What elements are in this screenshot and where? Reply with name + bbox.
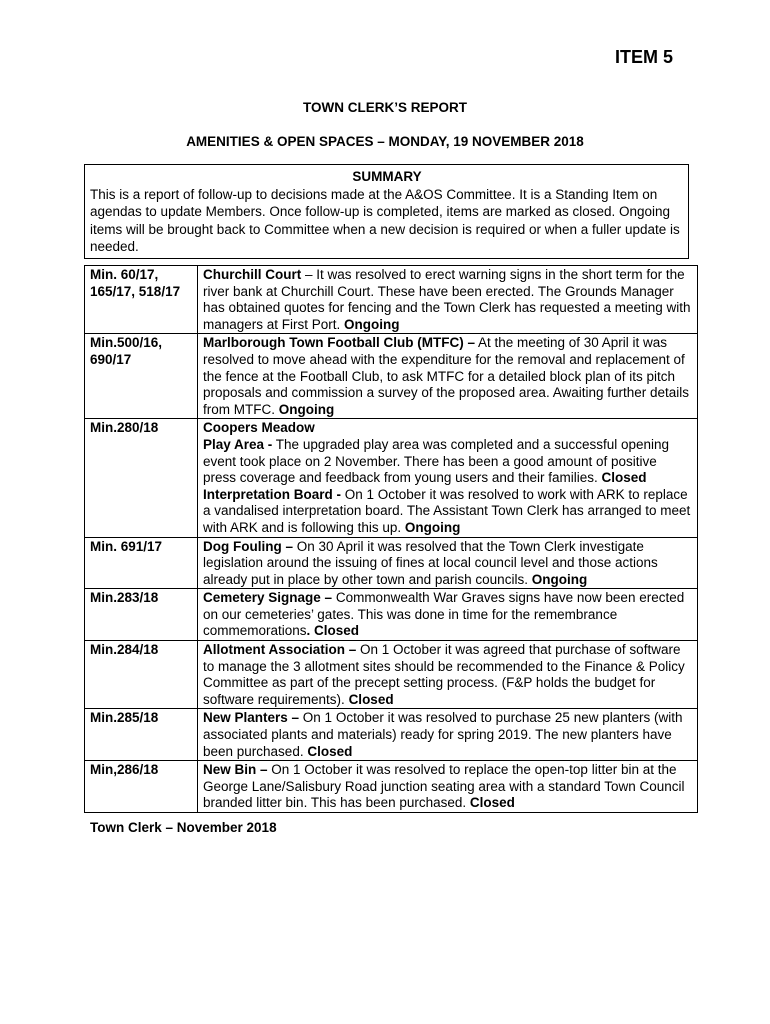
item-body: On 1 October it was agreed that purchase of software to manage the 3 allotment sites should be recommended to the Finance & Policy Committee as part of the precept setting process. (F&P holds the budget for software requirements). — [203, 642, 685, 707]
item-body: On 30 April it was resolved that the Town Clerk investigate legislation around the issuing of fines at local council level and those actions already put in place by other town and parish councils. — [203, 538, 658, 587]
item-body: On 1 October it was resolved to purchase 25 new planters (with associated plants and materials) ready for spring 2019. The new planters have been purchased. — [203, 710, 683, 759]
item-body: On 1 October it was resolved to replace the open-top litter bin at the George Lane/Salisbury Road junction seating area with a standard Town Council branded litter bin. This has been purchased. — [203, 762, 685, 811]
meeting-title: AMENITIES & OPEN SPACES – MONDAY, 19 NOVEMBER 2018 — [186, 134, 584, 149]
sub-item-status: Closed — [601, 470, 647, 486]
item-heading: New Bin – — [203, 762, 268, 778]
item-description — [198, 266, 698, 334]
item-status: . Closed — [306, 623, 360, 639]
report-title: TOWN CLERK’S REPORT — [302, 100, 467, 115]
sub-item-play-area — [203, 437, 693, 487]
table-row — [85, 709, 698, 761]
minute-reference: Min. 60/17, 165/17, 518/17 — [85, 266, 198, 334]
item-body: At the meeting of 30 April it was resolved to move ahead with the expenditure for the removal and replacement of the fence at the Football Club, to ask MTFC for a detailed block plan of its pitch proposals and commission a survey of the proposed area. Awaiting further details from MTFC. — [203, 335, 690, 417]
item-description — [198, 761, 698, 813]
item-heading: Allotment Association – — [203, 642, 357, 658]
item-heading: New Planters – — [203, 710, 300, 726]
sub-item-body: The upgraded play area was completed and a successful opening event took place on 2 November. There has been a good amount of positive press coverage and feedback from young users and their families. — [203, 436, 670, 486]
minute-reference: Min.284/18 — [85, 641, 198, 709]
table-row — [85, 334, 698, 419]
item-status: Ongoing — [344, 316, 400, 332]
item-description — [198, 709, 698, 761]
item-status: Closed — [307, 743, 353, 759]
sub-item-heading: Interpretation Board - — [203, 486, 342, 502]
item-body: – It was resolved to erect warning signs in the short term for the river bank at Churchill Court. These have been erected. The Grounds Manager has obtained quotes for fencing and the Town Clerk has requested a meeting with managers at First Port. — [203, 267, 691, 332]
item-heading: Cemetery Signage – — [203, 590, 333, 606]
item-description — [198, 537, 698, 589]
item-heading: Marlborough Town Football Club (MTFC) – — [203, 335, 475, 351]
item-description — [198, 419, 698, 537]
minutes-table — [84, 265, 698, 813]
sub-item-status: Ongoing — [404, 519, 461, 535]
minute-reference: Min.500/16, 690/17 — [85, 334, 198, 419]
item-description — [198, 641, 698, 709]
item-heading: Dog Fouling – — [203, 538, 293, 554]
minute-reference: Min.285/18 — [85, 709, 198, 761]
item-heading: Churchill Court — [203, 267, 302, 282]
item-description — [198, 589, 698, 641]
item-number: ITEM 5 — [615, 47, 674, 67]
summary-box — [84, 164, 689, 259]
table-row — [85, 761, 698, 813]
table-row — [85, 537, 698, 589]
minute-reference: Min,286/18 — [85, 761, 198, 813]
table-row — [85, 419, 698, 537]
item-heading: Coopers Meadow — [203, 420, 315, 436]
summary-heading: SUMMARY — [352, 169, 422, 184]
minute-reference: Min.280/18 — [85, 419, 198, 537]
minute-reference: Min.283/18 — [85, 589, 198, 641]
item-status: Ongoing — [278, 401, 335, 417]
table-row — [85, 266, 698, 334]
item-status: Closed — [348, 691, 394, 707]
table-row — [85, 641, 698, 709]
minute-reference: Min. 691/17 — [85, 537, 198, 589]
sub-item-interpretation-board — [203, 487, 693, 537]
item-body: Commonwealth War Graves signs have now been erected on our cemeteries’ gates. This was done in time for the remembrance commemorations — [203, 590, 685, 639]
item-status: Ongoing — [531, 571, 588, 587]
report-signoff: Town Clerk – November 2018 — [90, 820, 277, 835]
item-status: Closed — [469, 795, 515, 811]
item-description — [198, 334, 698, 419]
table-row — [85, 589, 698, 641]
sub-item-body: On 1 October it was resolved to work with ARK to replace a vandalised interpretation board. The Assistant Town Clerk has arranged to meet with ARK and is following this up. — [203, 486, 691, 535]
summary-text: This is a report of follow-up to decisions made at the A&OS Committee. It is a Standing Item on agendas to update Members. Once follow-up is completed, items are marked as closed. Ongoing items will be brought back to Committee when a new decision is required or when a fuller update is needed. — [90, 186, 680, 254]
sub-item-heading: Play Area - — [203, 436, 273, 452]
